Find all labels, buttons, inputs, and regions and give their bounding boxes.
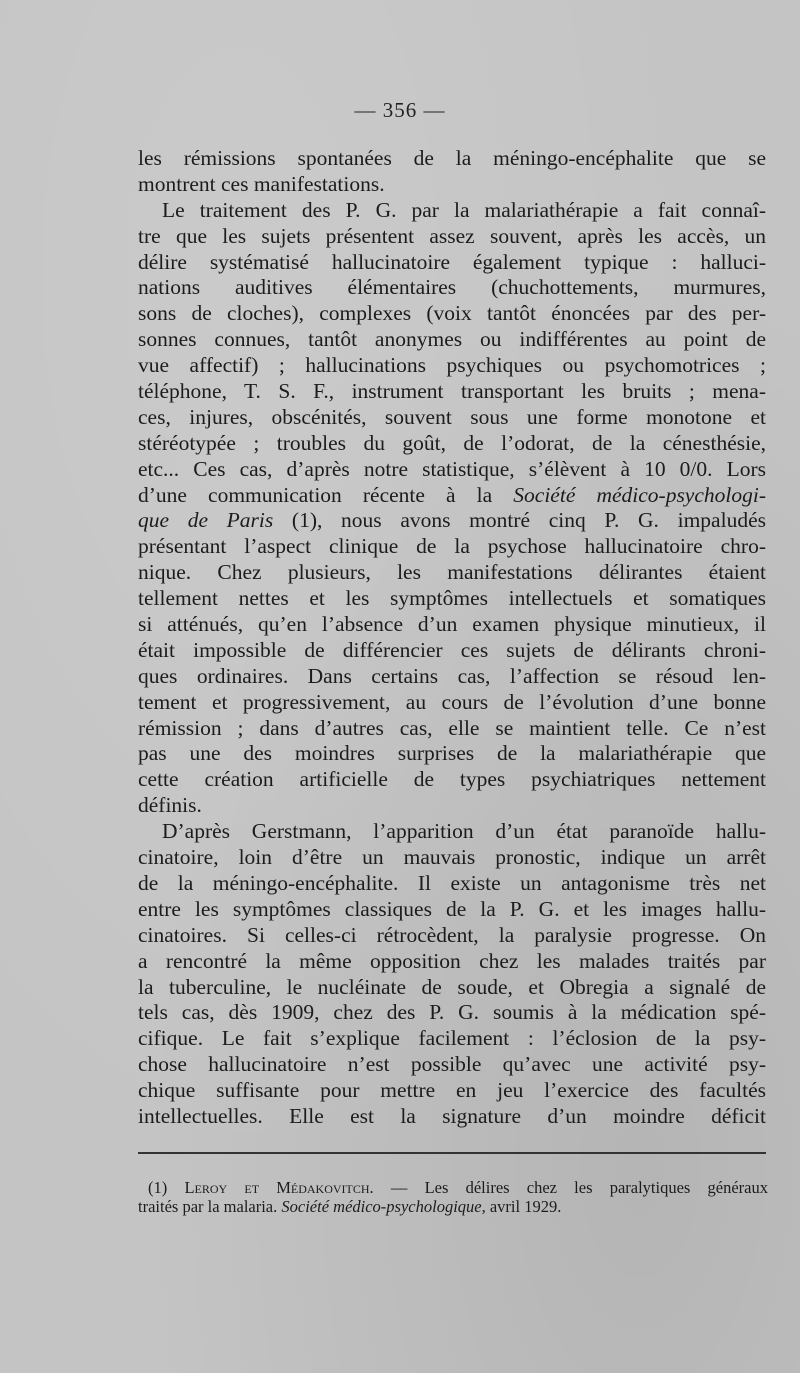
text-line: tels cas, dès 1909, chez des P. G. soumis à la médication spé- xyxy=(138,1000,766,1025)
text-line: cifique. Le fait s’explique facilement : l’éclosion de la psy- xyxy=(138,1026,766,1051)
text-line: les rémissions spontanées de la méningo-encéphalite que se xyxy=(138,146,766,170)
text-line: si atténués, qu’en l’absence d’un examen physique minutieux, il xyxy=(138,612,766,637)
footnote-line xyxy=(138,1178,768,1197)
footnote-authors: Leroy et Médakovitch. xyxy=(184,1178,374,1197)
text-line: chique suffisante pour mettre en jeu l’exercice des facultés xyxy=(138,1078,766,1103)
text-line: rémission ; dans d’autres cas, elle se maintient telle. Ce n’est xyxy=(138,715,766,740)
text-line: sonnes connues, tantôt anonymes ou indifférentes au point de xyxy=(138,327,766,352)
body-text xyxy=(138,146,766,1130)
text-line: était impossible de différencier ces sujets de délirants chroni- xyxy=(138,637,766,662)
text-line: stéréotypée ; troubles du goût, de l’odorat, de la cénesthésie, xyxy=(138,430,766,455)
footnote-text: — Les délires chez les paralytiques généraux xyxy=(373,1178,768,1197)
text-line: entre les symptômes classiques de la P. G. et les images hallu- xyxy=(138,896,766,921)
footnote-text: traités par la malaria. xyxy=(138,1197,282,1216)
text-line: cette création artificielle de types psychiatriques nettement xyxy=(138,767,766,792)
text-line: montrent ces manifestations. xyxy=(138,171,385,196)
footnote-line xyxy=(138,1197,768,1216)
text-line: définis. xyxy=(138,793,202,818)
text-line: etc... Ces cas, d’après notre statistique, s’élèvent à 10 0/0. Lors xyxy=(138,456,766,481)
text-line: Le traitement des P. G. par la malariathérapie a fait connaî- xyxy=(162,197,766,222)
footnote-date: avril 1929. xyxy=(485,1197,562,1216)
text-line: présentant l’aspect clinique de la psychose hallucinatoire chro- xyxy=(138,534,766,559)
text-line: la tuberculine, le nucléinate de soude, et Obregia a signalé de xyxy=(138,974,766,999)
text-line: délire systématisé hallucinatoire également typique : halluci- xyxy=(138,249,766,274)
text-line: a rencontré la même opposition chez les malades traités par xyxy=(138,948,766,973)
text-segment: d’une communication récente à la xyxy=(138,482,514,507)
text-line: vue affectif) ; hallucinations psychiques ou psychomotrices ; xyxy=(138,353,766,378)
journal-title: que de Paris xyxy=(138,508,274,533)
footnote-marker: (1) xyxy=(148,1178,185,1197)
text-line: cinatoire, loin d’être un mauvais pronostic, indique un arrêt xyxy=(138,845,766,870)
footnote-journal: Société médico-psychologique, xyxy=(281,1197,486,1216)
text-line: sons de cloches), complexes (voix tantôt énoncées par des per- xyxy=(138,301,766,326)
text-line: intellectuelles. Elle est la signature d’un moindre déficit xyxy=(138,1103,766,1128)
text-line: tre que les sujets présentent assez souvent, après les accès, un xyxy=(138,223,766,248)
text-line: de la méningo-encéphalite. Il existe un antagonisme très net xyxy=(138,870,766,895)
text-segment: (1), nous avons montré cinq P. G. impaludés xyxy=(273,508,766,533)
footnote xyxy=(138,1178,768,1216)
text-line: téléphone, T. S. F., instrument transportant les bruits ; mena- xyxy=(138,379,766,404)
text-line: ces, injures, obscénités, souvent sous une forme monotone et xyxy=(138,404,766,429)
text-line: cinatoires. Si celles-ci rétrocèdent, la paralysie progresse. On xyxy=(138,922,766,947)
text-line: D’après Gerstmann, l’apparition d’un état paranoïde hallu- xyxy=(162,819,766,844)
journal-title: Société médico-psychologi- xyxy=(513,482,767,507)
text-line: nations auditives élémentaires (chuchottements, murmures, xyxy=(138,275,766,300)
text-line: tellement nettes et les symptômes intellectuels et somatiques xyxy=(138,586,766,611)
text-line xyxy=(138,508,766,534)
page-number: — 356 — xyxy=(354,98,446,122)
text-line: ques ordinaires. Dans certains cas, l’affection se résoud len- xyxy=(138,663,766,688)
text-line: chose hallucinatoire n’est possible qu’avec une activité psy- xyxy=(138,1052,766,1077)
text-line xyxy=(138,483,766,509)
footnote-separator xyxy=(138,1152,766,1154)
text-line: tement et progressivement, au cours de l’évolution d’une bonne xyxy=(138,689,766,714)
text-line: nique. Chez plusieurs, les manifestations délirantes étaient xyxy=(138,560,766,585)
text-line: pas une des moindres surprises de la malariathérapie que xyxy=(138,741,766,766)
